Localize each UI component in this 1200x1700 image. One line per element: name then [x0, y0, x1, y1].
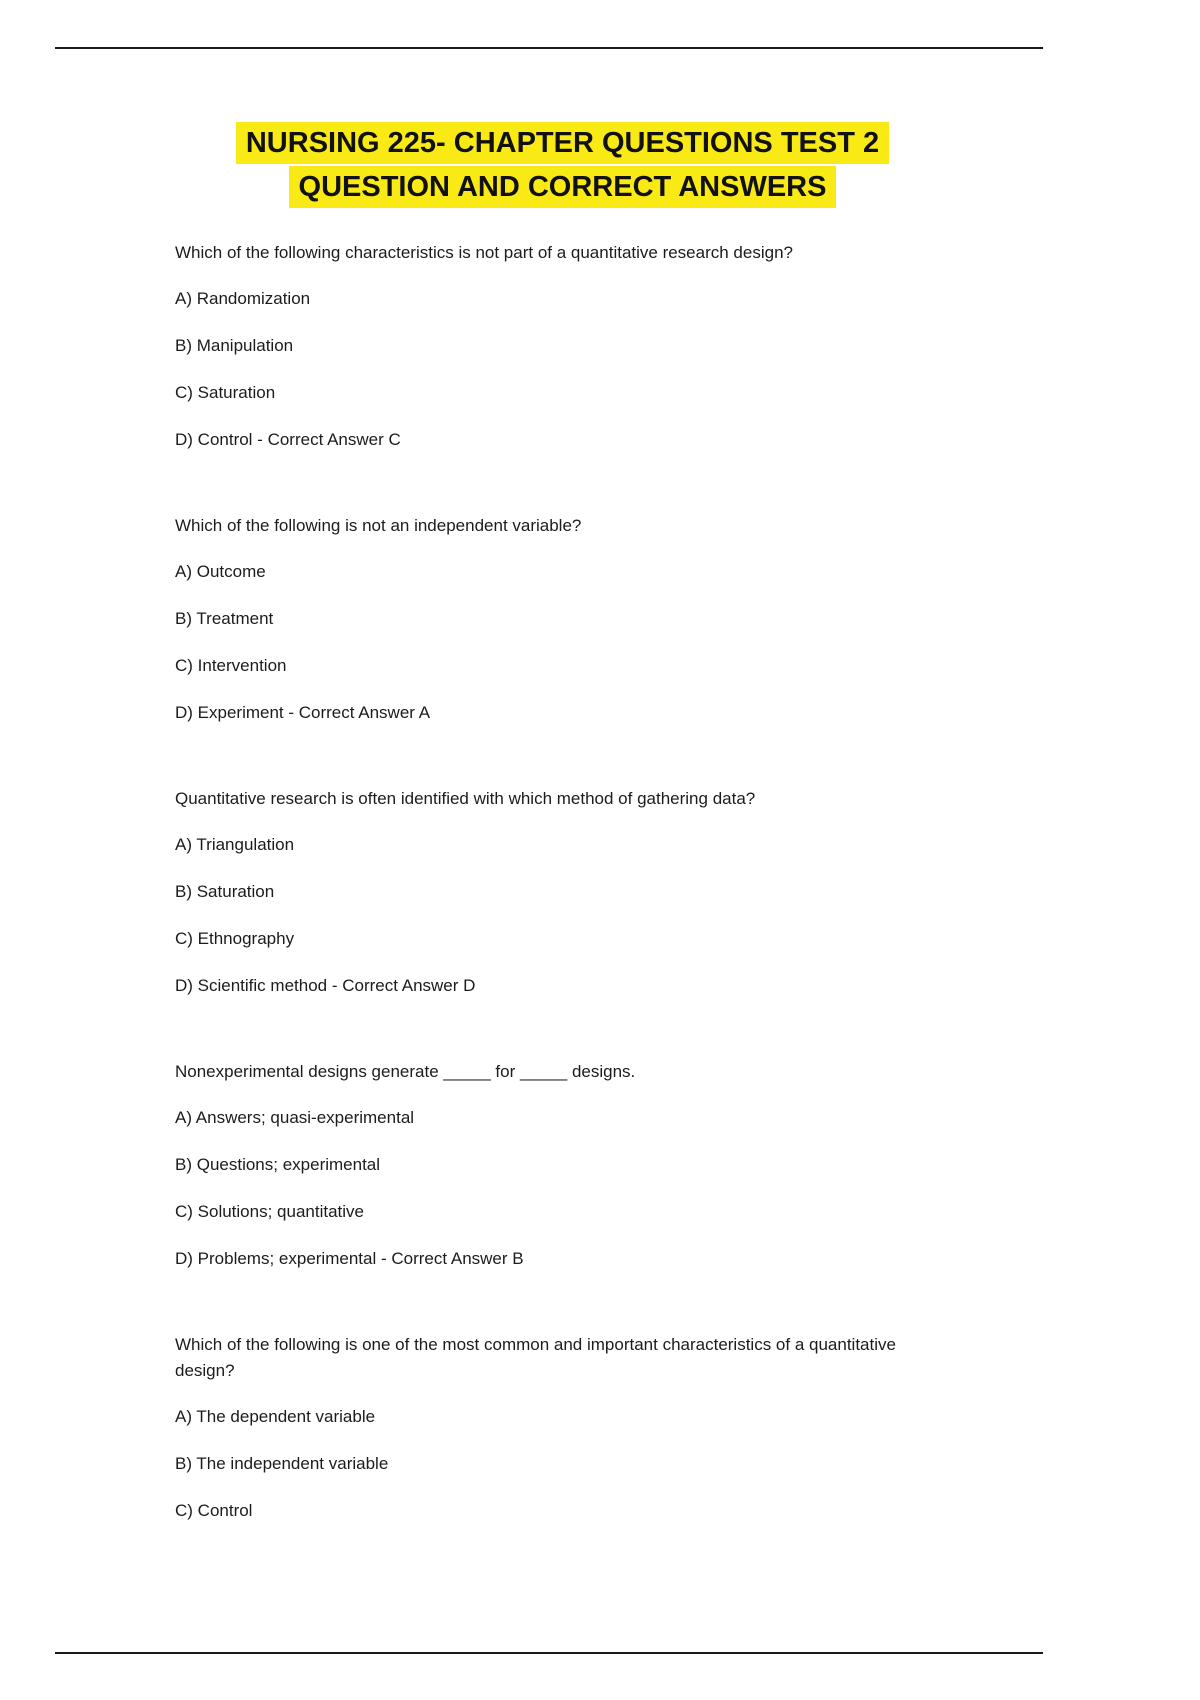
answer-option: D) Scientific method - Correct Answer D — [175, 976, 476, 995]
document-title — [175, 122, 950, 210]
title-line-2: QUESTION AND CORRECT ANSWERS — [289, 166, 837, 208]
top-border-line — [55, 47, 1043, 49]
document-content — [175, 122, 950, 1584]
answer-option: B) Saturation — [175, 882, 275, 901]
question-text: Nonexperimental designs generate _____ for _____ designs. — [175, 1062, 636, 1081]
question-block-5 — [175, 1332, 950, 1524]
answer-option: D) Experiment - Correct Answer A — [175, 703, 431, 722]
answer-option: C) Saturation — [175, 383, 276, 402]
question-block-4 — [175, 1059, 950, 1272]
question-block-3 — [175, 786, 950, 999]
answer-option: B) Treatment — [175, 609, 274, 628]
answer-option: B) Manipulation — [175, 336, 294, 355]
answer-option: B) Questions; experimental — [175, 1155, 381, 1174]
answer-option: C) Intervention — [175, 656, 287, 675]
question-block-1 — [175, 240, 950, 453]
answer-option: A) The dependent variable — [175, 1407, 376, 1426]
question-block-2 — [175, 513, 950, 726]
answer-option: A) Outcome — [175, 562, 266, 581]
answer-option: D) Problems; experimental - Correct Answer B — [175, 1249, 524, 1268]
bottom-border-line — [55, 1652, 1043, 1654]
answer-option: B) The independent variable — [175, 1454, 389, 1473]
answer-option: C) Ethnography — [175, 929, 295, 948]
answer-option: C) Control — [175, 1501, 253, 1520]
question-text: Which of the following characteristics is not part of a quantitative research design? — [175, 243, 793, 262]
question-text: Quantitative research is often identified with which method of gathering data? — [175, 789, 756, 808]
question-text: Which of the following is one of the most common and important characteristics of a quantitative design? — [175, 1335, 896, 1380]
question-text: Which of the following is not an independent variable? — [175, 516, 582, 535]
answer-option: A) Randomization — [175, 289, 311, 308]
answer-option: C) Solutions; quantitative — [175, 1202, 364, 1221]
answer-option: D) Control - Correct Answer C — [175, 430, 401, 449]
title-line-1: NURSING 225- CHAPTER QUESTIONS TEST 2 — [236, 122, 889, 164]
answer-option: A) Triangulation — [175, 835, 295, 854]
answer-option: A) Answers; quasi-experimental — [175, 1108, 415, 1127]
